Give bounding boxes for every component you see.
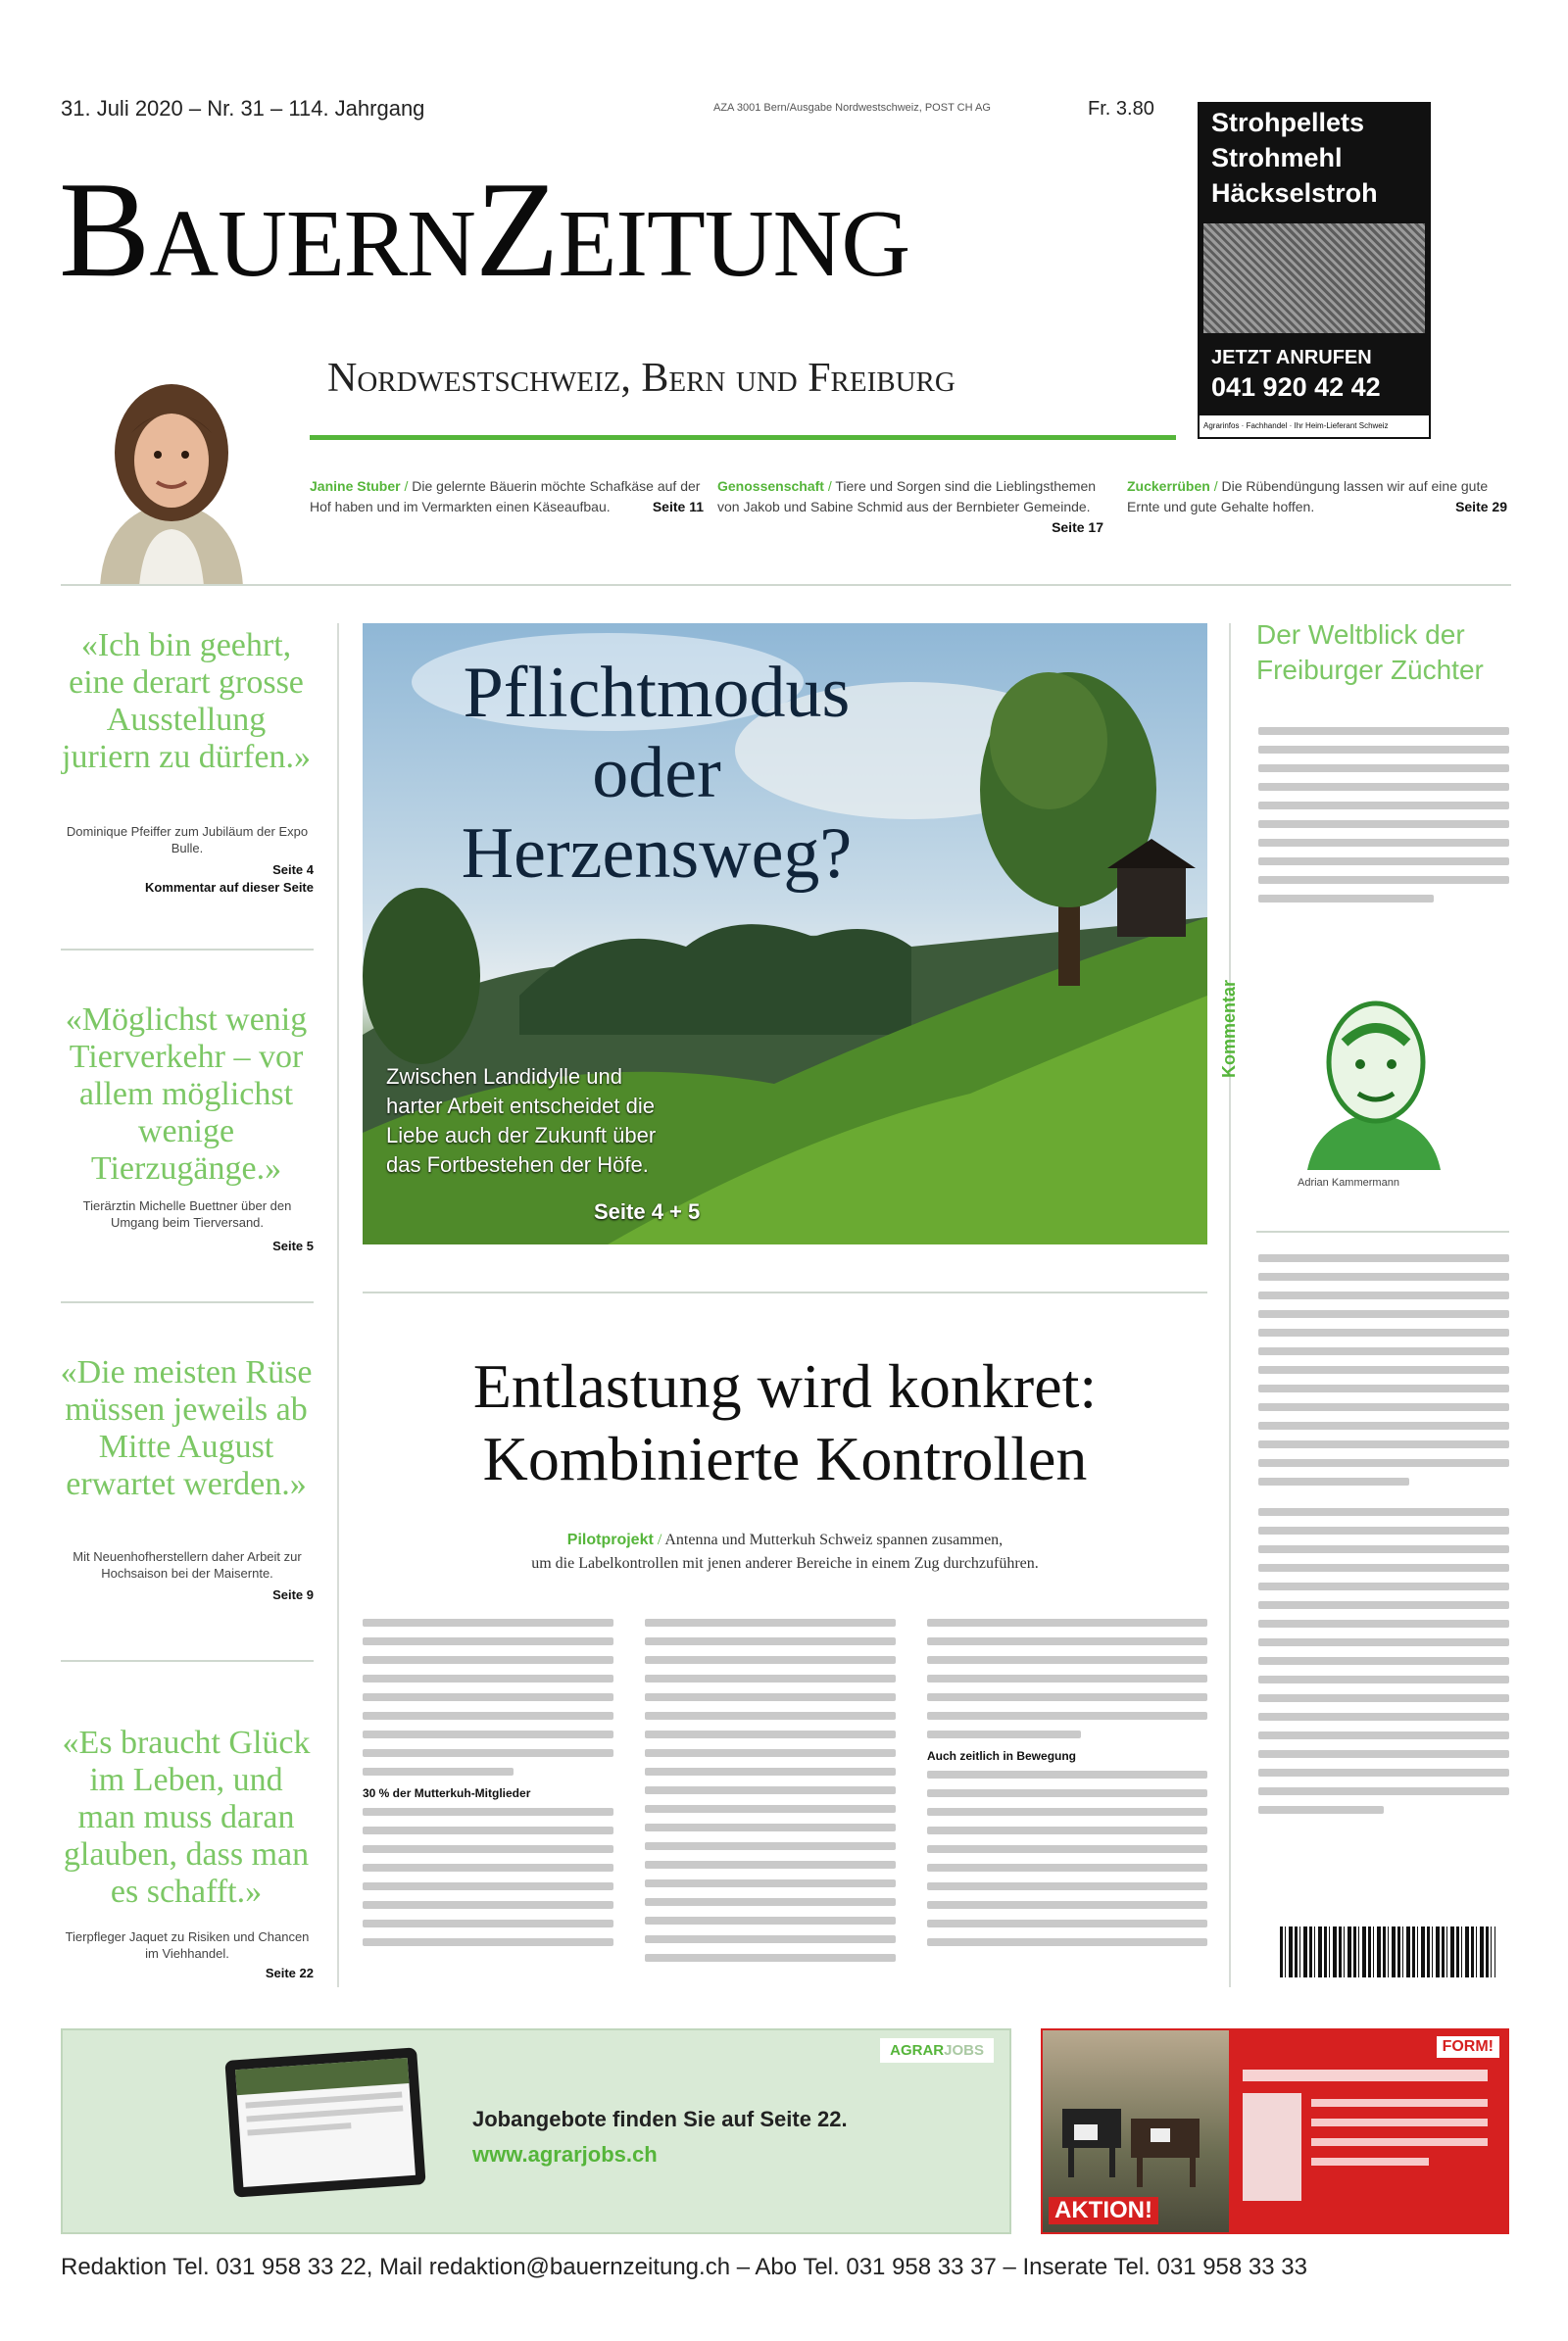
hero-headline-line-3: Herzensweg? [461,813,853,894]
price: Fr. 3.80 [1088,98,1154,120]
agrarjobs-logo [880,2038,994,2063]
agrarjobs-url[interactable]: www.agrarjobs.ch [472,2142,658,2167]
quote-3-page: Seite 9 [272,1587,314,1602]
ad-line-1: Strohpellets [1211,108,1365,137]
quote-divider-1 [61,949,314,951]
hero-headline [402,653,911,894]
quote-4: «Es braucht Glück im Leben, und man muss daran glauben, dass man es schafft.» [62,1725,311,1910]
right-column-divider [1256,1231,1509,1233]
hero-headline-line-1: Pflichtmodus [463,653,851,733]
author-name: Adrian Kammermann [1298,1177,1399,1189]
lead-deck [363,1529,1207,1576]
right-column-rule [1229,623,1231,1987]
lead-top-rule [363,1292,1207,1293]
top-advert[interactable] [1198,102,1431,439]
teaser-3[interactable]: Zuckerrüben / Die Rübendüngung lassen wir auf eine gute Ernte und gute Gehalte hoffen. Seite 29 [1127,476,1507,517]
quote-divider-3 [61,1660,314,1662]
right-column-text-2 [1258,1254,1509,1842]
hero-image[interactable] [363,623,1207,1244]
aktion-label: AKTION! [1049,2197,1158,2224]
agrarjobs-line: Jobangebote finden Sie auf Seite 22. [472,2107,848,2131]
regions: Nordwestschweiz, Bern und Freiburg [327,356,956,401]
hero-page-ref: Seite 4 + 5 [594,1199,701,1224]
teaser-2-kicker: Genossenschaft [717,478,824,494]
author-portrait [1298,984,1450,1170]
teaser-2-text: Tiere und Sorgen sind die Lieblingsthemen von Jakob und Sabine Schmid aus der Bernbieter Gemeinde. [717,478,1097,514]
lead-headline[interactable] [363,1350,1207,1495]
lead-body-col-1 [363,1619,613,1981]
quote-3-source: Mit Neuenhofherstellern daher Arbeit zur Hochsaison bei der Maisernte. [73,1549,302,1581]
lead-body-col-3 [927,1619,1207,1981]
footer-contacts: Redaktion Tel. 031 958 33 22, Mail redaktion@bauernzeitung.ch – Abo Tel. 031 958 33 37 – Inserate Tel. 031 958 33 33 [61,2254,1307,2280]
ad-brand: Agrarinfos · Fachhandel · Ihr Heim-Lieferant Schweiz [1203,421,1389,430]
hero-caption-line-3: Liebe auch der Zukunft über [386,1123,657,1147]
masthead-bauern: Bauern [59,154,475,306]
masthead-zeitung: Zeitung [474,154,910,306]
kommentar-label: Kommentar [1219,979,1239,1078]
left-column-rule [337,623,339,1987]
tablet-image [224,2047,425,2197]
teaser-3-text: Die Rübendüngung lassen wir auf eine gute Ernte und gute Gehalte hoffen. [1127,478,1489,514]
quote-divider-2 [61,1301,314,1303]
right-column-text-1 [1258,727,1509,937]
ad-cta: JETZT ANRUFEN [1211,347,1372,368]
lead-deck-line-1: Pilotprojekt / Antenna und Mutterkuh Schweiz spannen zusammen, [566,1532,1004,1548]
teaser-3-page: Seite 29 [1455,499,1507,514]
masthead-green-rule [310,435,1176,440]
quote-3: «Die meisten Rüse müssen jeweils ab Mitte August erwartet werden.» [60,1354,313,1502]
quote-4-page: Seite 22 [265,1966,314,1980]
agrarjobs-logo-2: JOBS [944,2042,984,2059]
teaser-divider [61,584,1511,586]
aktion-advert[interactable] [1041,2028,1509,2234]
quote-2-page: Seite 5 [272,1239,314,1253]
ad-straw-image [1203,223,1425,333]
quote-1: «Ich bin geehrt, eine derart grosse Ausstellung juriern zu dürfen.» [62,627,311,775]
teaser-1[interactable]: Janine Stuber / Die gelernte Bäuerin möchte Schafkäse auf der Hof haben und im Vermarkten einen Käseaufbau. Seite 11 [310,476,704,517]
ad-line-2: Strohmehl [1211,143,1343,172]
lead-subhead-2: Auch zeitlich in Bewegung [927,1749,1077,1763]
quote-4-source: Tierpfleger Jaquet zu Risiken und Chancen im Viehhandel. [65,1929,310,1961]
lead-headline-line-2: Kombinierte Kontrollen [482,1424,1088,1493]
hero-caption-line-2: harter Arbeit entscheidet die [386,1094,655,1118]
portrait-photo [61,365,282,586]
teaser-2-page: Seite 17 [1052,519,1103,535]
hero-caption-line-4: das Fortbestehen der Höfe. [386,1152,649,1177]
teaser-2[interactable]: Genossenschaft / Tiere und Sorgen sind die Lieblingsthemen von Jakob und Sabine Schmid aus der Bernbieter Gemeinde. Seite 17 [717,476,1103,538]
quote-1-extra: Kommentar auf dieser Seite [145,880,314,895]
ad-phone: 041 920 42 42 [1211,372,1381,402]
quote-1-source: Dominique Pfeiffer zum Jubiläum der Expo Bulle. [66,824,309,855]
hero-caption-line-1: Zwischen Landidylle und [386,1064,622,1089]
agrarjobs-advert[interactable] [61,2028,1011,2234]
teaser-1-page: Seite 11 [652,499,704,514]
quote-2-source: Tierärztin Michelle Buettner über den Umgang beim Tierversand. [82,1198,292,1230]
hero-headline-line-2: oder [592,733,721,813]
masthead [59,154,910,306]
lead-deck-text-2: um die Labelkontrollen mit jenen anderer Bereiche in einem Zug durchzuführen. [531,1555,1039,1572]
dateline: 31. Juli 2020 – Nr. 31 – 114. Jahrgang [61,96,425,121]
aktion-brand: FORM! [1437,2036,1499,2058]
lead-deck-text-1: Antenna und Mutterkuh Schweiz spannen zusammen, [664,1532,1004,1548]
teaser-3-kicker: Zuckerrüben [1127,478,1210,494]
quote-1-page: Seite 4 [272,862,314,877]
publisher-line: AZA 3001 Bern/Ausgabe Nordwestschweiz, POST CH AG [713,102,991,114]
ad-brand-strip [1198,414,1431,439]
teaser-1-text: Die gelernte Bäuerin möchte Schafkäse auf der Hof haben und im Vermarkten einen Käseaufbau. [310,478,701,514]
hero-caption [386,1062,778,1180]
lead-kicker: Pilotprojekt [566,1532,654,1548]
aktion-panel [1229,2030,1509,2232]
lead-headline-line-1: Entlastung wird konkret: [472,1351,1098,1421]
agrarjobs-logo-1: AGRAR [890,2042,945,2059]
barcode [1280,1926,1495,1977]
quote-2: «Möglichst wenig Tierverkehr – vor allem möglichst wenige Tierzugänge.» [65,1001,308,1187]
ad-line-3: Häckselstroh [1211,178,1378,208]
right-column-title: Der Weltblick der Freiburger Züchter [1256,619,1484,685]
teaser-1-kicker: Janine Stuber [310,478,401,494]
lead-body-col-2 [645,1619,896,1981]
lead-subhead-1: 30 % der Mutterkuh-Mitglieder [363,1786,531,1800]
